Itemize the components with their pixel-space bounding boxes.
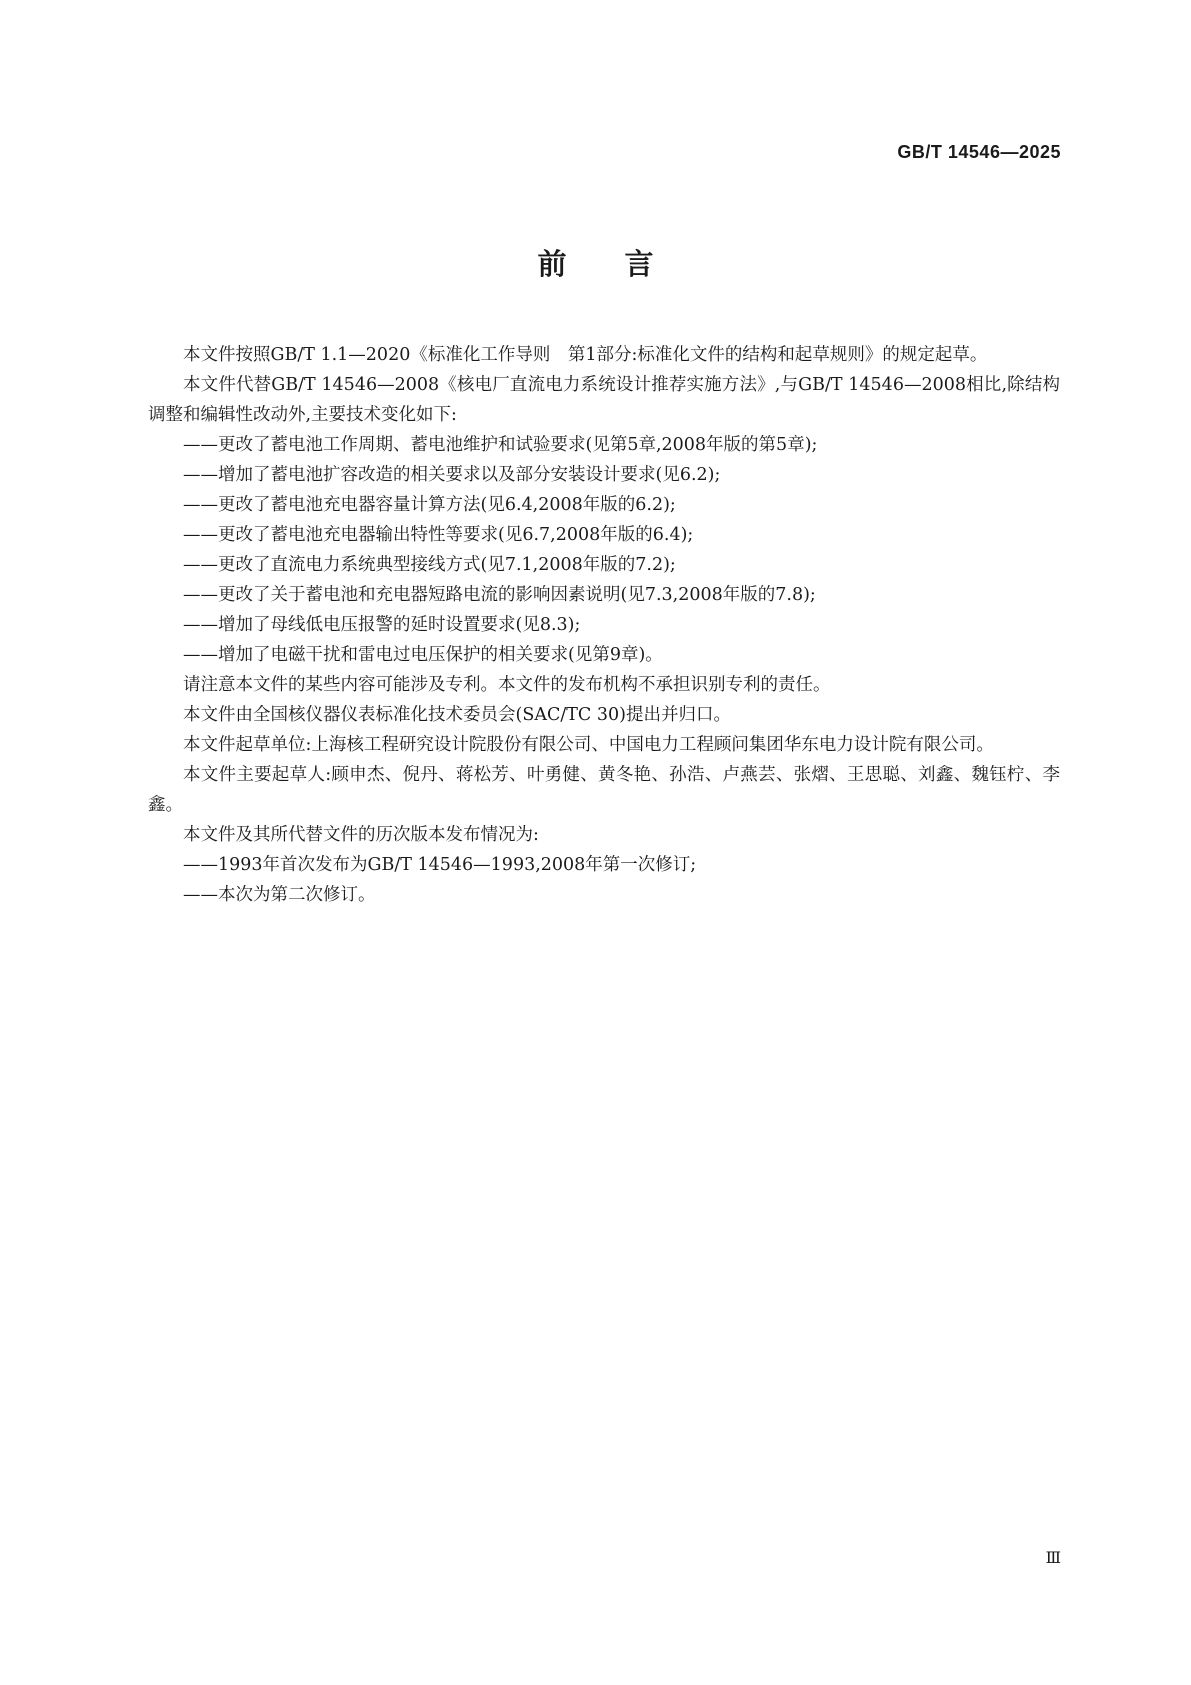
foreword-body bbox=[148, 340, 1060, 910]
change-item: ——更改了蓄电池工作周期、蓄电池维护和试验要求(见第5章,2008年版的第5章); bbox=[183, 435, 818, 455]
change-item: ——更改了直流电力系统典型接线方式(见7.1,2008年版的7.2); bbox=[183, 555, 676, 575]
change-item: ——更改了蓄电池充电器输出特性等要求(见6.7,2008年版的6.4); bbox=[183, 525, 694, 545]
paragraph-drafting-units: 本文件起草单位:上海核工程研究设计院股份有限公司、中国电力工程顾问集团华东电力设计院有限公司。 bbox=[183, 735, 994, 755]
history-item: ——1993年首次发布为GB/T 14546—1993,2008年第一次修订; bbox=[183, 855, 697, 875]
paragraph-drafting-basis: 本文件按照GB/T 1.1—2020《标准化工作导则 第1部分:标准化文件的结构和起草规则》的规定起草。 bbox=[183, 345, 988, 365]
history-item: ——本次为第二次修订。 bbox=[183, 885, 376, 905]
document-code: GB/T 14546—2025 bbox=[897, 142, 1061, 162]
change-item: ——更改了关于蓄电池和充电器短路电流的影响因素说明(见7.3,2008年版的7.8); bbox=[183, 585, 816, 605]
paragraph-history-intro: 本文件及其所代替文件的历次版本发布情况为: bbox=[183, 825, 539, 845]
change-item: ——增加了母线低电压报警的延时设置要求(见8.3); bbox=[183, 615, 581, 635]
page-number: Ⅲ bbox=[1045, 1548, 1061, 1567]
paragraph-proposer: 本文件由全国核仪器仪表标准化技术委员会(SAC/TC 30)提出并归口。 bbox=[183, 705, 731, 725]
paragraph-drafters: 本文件主要起草人:顾申杰、倪丹、蒋松芳、叶勇健、黄冬艳、孙浩、卢燕芸、张熠、王思聪、刘鑫、魏钰柠、李鑫。 bbox=[148, 765, 1060, 815]
page-title: 前言 bbox=[537, 247, 712, 281]
change-item: ——增加了电磁干扰和雷电过电压保护的相关要求(见第9章)。 bbox=[183, 645, 663, 665]
paragraph-replacement: 本文件代替GB/T 14546—2008《核电厂直流电力系统设计推荐实施方法》,与GB/T 14546—2008相比,除结构调整和编辑性改动外,主要技术变化如下: bbox=[148, 375, 1060, 425]
change-item: ——增加了蓄电池扩容改造的相关要求以及部分安装设计要求(见6.2); bbox=[183, 465, 721, 485]
change-item: ——更改了蓄电池充电器容量计算方法(见6.4,2008年版的6.2); bbox=[183, 495, 676, 515]
paragraph-patent-notice: 请注意本文件的某些内容可能涉及专利。本文件的发布机构不承担识别专利的责任。 bbox=[183, 675, 831, 695]
